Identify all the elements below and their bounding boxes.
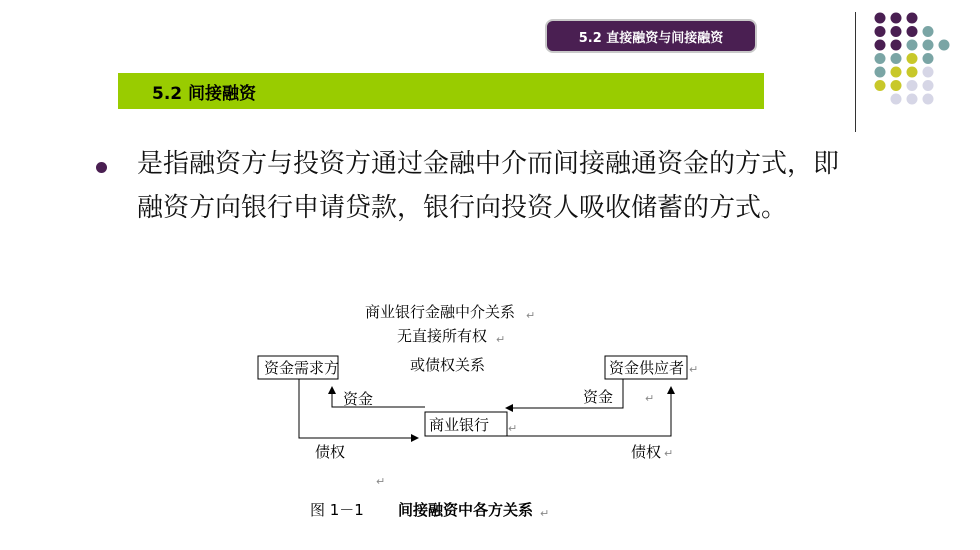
decorative-dot	[923, 80, 934, 91]
return-mark: ↵	[376, 475, 386, 488]
decorative-dot	[891, 67, 902, 78]
return-mark: ↵	[508, 422, 518, 435]
decorative-dot	[875, 53, 886, 64]
decorative-dot	[923, 53, 934, 64]
decorative-dot	[923, 40, 934, 51]
decorative-dot	[891, 40, 902, 51]
decorative-dot	[907, 67, 918, 78]
center-box-label: 商业银行	[429, 416, 490, 434]
return-mark: ↵	[689, 363, 699, 376]
return-mark: ↵	[540, 507, 550, 520]
decorative-dot	[907, 53, 918, 64]
left-funds-label: 资金	[343, 390, 374, 408]
return-mark: ↵	[645, 392, 655, 405]
decorative-dot	[875, 40, 886, 51]
decorative-dot	[891, 80, 902, 91]
decorative-dot-grid	[870, 12, 980, 122]
indirect-finance-diagram	[240, 295, 750, 525]
figure-caption-number: 图 1－1	[310, 501, 364, 519]
decorative-dot	[907, 94, 918, 105]
bullet-dot-icon	[96, 162, 107, 173]
figure-caption-title: 间接融资中各方关系	[398, 501, 534, 519]
note-line-3: 或债权关系	[410, 356, 486, 374]
decorative-dot	[923, 94, 934, 105]
left-box-label: 资金需求方	[264, 359, 340, 377]
decorative-dot	[891, 26, 902, 37]
note-line-2: 无直接所有权	[397, 327, 488, 345]
decorative-dot	[907, 13, 918, 24]
decorative-dot	[891, 94, 902, 105]
decorative-dot	[875, 80, 886, 91]
left-claim-arrow	[299, 379, 418, 438]
right-claim-label: 债权	[631, 443, 662, 461]
decorative-dot	[875, 13, 886, 24]
return-mark: ↵	[526, 309, 536, 322]
decorative-dot	[923, 26, 934, 37]
decorative-dot	[923, 67, 934, 78]
decorative-dot	[875, 26, 886, 37]
decorative-dot	[939, 40, 950, 51]
decorative-dot	[891, 13, 902, 24]
return-mark: ↵	[496, 333, 506, 346]
right-funds-label: 资金	[583, 388, 614, 406]
decorative-dot	[891, 53, 902, 64]
note-line-1: 商业银行金融中介关系	[365, 303, 516, 321]
section-title-bar	[118, 73, 764, 109]
section-title: 5.2 间接融资	[152, 83, 257, 104]
decorative-dot	[907, 80, 918, 91]
decorative-dot	[907, 40, 918, 51]
return-mark: ↵	[664, 447, 674, 460]
decorative-dot	[907, 26, 918, 37]
decorative-dot	[875, 67, 886, 78]
right-box-label: 资金供应者	[609, 359, 685, 377]
left-claim-label: 债权	[315, 443, 346, 461]
bullet-text: 是指融资方与投资方通过金融中介而间接融通资金的方式，即融资方向银行申请贷款，银行向投资人吸收储蓄的方式。	[137, 149, 840, 223]
header-divider-line	[855, 12, 856, 132]
section-tag: 5.2 直接融资与间接融资	[545, 19, 757, 53]
